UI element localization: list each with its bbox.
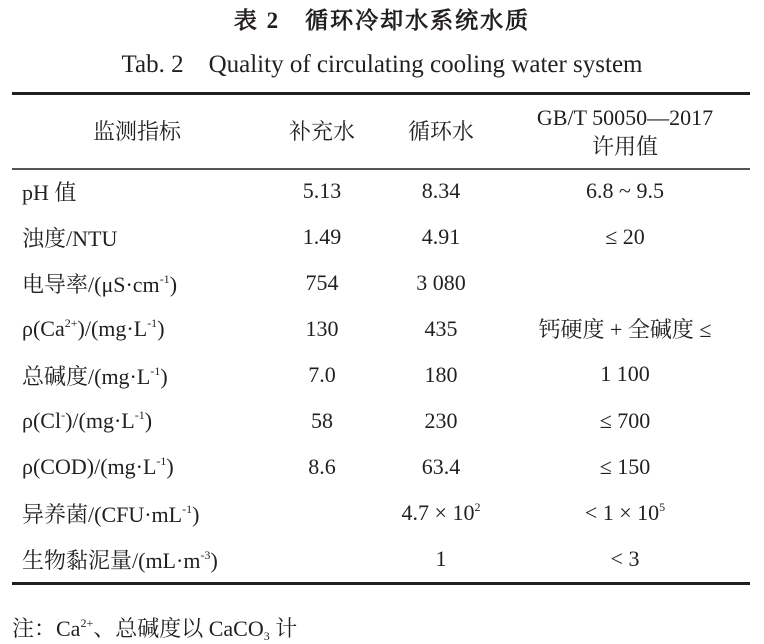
header-indicator: 监测指标: [92, 119, 181, 144]
superscript: 5: [659, 500, 666, 514]
text-segment: ρ(Ca: [22, 316, 65, 341]
header-allowed: 许用值: [591, 133, 658, 159]
text-segment: )/(mg·L: [77, 316, 148, 341]
text-segment: 63.4: [421, 454, 461, 479]
table-title: 表 2 循环冷却水系统水质: [233, 8, 531, 33]
text-segment: ): [144, 408, 153, 433]
text-segment: ): [169, 271, 178, 297]
table-row: [12, 168, 750, 214]
text-segment: 7.0: [308, 362, 336, 387]
superscript: -1: [134, 408, 145, 422]
indicator-cell: [12, 260, 262, 306]
indicator-cell: [12, 490, 262, 536]
text-segment: ): [160, 363, 168, 389]
circulating-water-cell: [382, 168, 500, 214]
text-segment: 1.49: [302, 224, 342, 249]
text-segment: 、总碱度以 CaCO: [93, 616, 264, 641]
text-segment: 58: [311, 408, 333, 433]
text-segment: ): [157, 316, 165, 341]
text-segment: 180: [424, 362, 458, 387]
header-allowed-value: [500, 95, 750, 168]
makeup-water-cell: [262, 214, 382, 260]
circulating-water-cell: [382, 260, 500, 306]
makeup-water-cell: [262, 398, 382, 444]
header-row: [12, 95, 750, 168]
table-row: [12, 306, 750, 352]
text-segment: )/(mg·L: [65, 408, 135, 433]
allowed-value-cell: [500, 536, 750, 582]
makeup-water-cell: [262, 444, 382, 490]
header-circulating-water: 循环水: [407, 119, 474, 144]
superscript: -1: [159, 271, 170, 286]
circulating-water-cell: [382, 398, 500, 444]
superscript: 2: [474, 500, 481, 514]
text-segment: 3 080: [416, 270, 466, 295]
water-quality-table: [12, 95, 750, 582]
circulating-water-cell: [382, 490, 500, 536]
text-segment: 计: [269, 616, 298, 641]
text-segment: ρ(COD)/(mg·L: [22, 454, 157, 479]
indicator-cell: [12, 536, 262, 582]
table-row: [12, 260, 750, 306]
allowed-value-cell: [500, 306, 750, 398]
makeup-water-cell: [262, 306, 382, 352]
circulating-water-cell: [382, 444, 500, 490]
table-row: [12, 444, 750, 490]
text-segment: ≤ 150: [599, 454, 651, 479]
indicator-cell: [12, 398, 262, 444]
text-segment: 4.91: [421, 224, 461, 249]
header-makeup-water: 补充水: [288, 119, 355, 144]
text-segment: ): [192, 501, 200, 527]
text-segment: 异养菌/(CFU·mL: [22, 501, 183, 527]
text-segment: 8.6: [308, 454, 336, 479]
allowed-value-cell: [500, 168, 750, 214]
circulating-water-cell: [382, 536, 500, 582]
superscript: -: [61, 408, 66, 422]
table-note: [12, 612, 297, 643]
text-segment: 1 100: [600, 361, 650, 386]
superscript: 2+: [80, 616, 94, 630]
superscript: -1: [182, 501, 193, 516]
superscript: 2+: [64, 316, 78, 330]
text-segment: 230: [424, 408, 458, 433]
allowed-value-cell: [500, 490, 750, 536]
allowed-value-cell: [500, 398, 750, 444]
text-segment: 生物黏泥量/(mL·m: [22, 547, 201, 573]
makeup-water-cell: [262, 536, 382, 582]
text-segment: 1: [435, 546, 447, 571]
circulating-water-cell: [382, 214, 500, 260]
superscript: -1: [156, 454, 167, 468]
text-segment: ρ(Cl: [22, 408, 62, 433]
indicator-cell: [12, 444, 262, 490]
text-segment: ≤ 700: [599, 408, 651, 433]
allowed-value-cell: [500, 214, 750, 260]
text-segment: 130: [305, 316, 339, 341]
text-segment: ): [166, 454, 174, 479]
makeup-water-cell: [262, 490, 382, 536]
header-standard: GB/T 50050—2017: [536, 104, 714, 130]
text-segment: 754: [305, 270, 339, 295]
table-row: [12, 398, 750, 444]
text-segment: 4.7 × 10: [401, 500, 475, 525]
text-segment: 浊度/NTU: [22, 225, 118, 251]
text-segment: pH 值: [22, 179, 77, 205]
table-row: [12, 536, 750, 582]
makeup-water-cell: [262, 352, 382, 398]
text-segment: 5.13: [302, 178, 342, 203]
text-segment: 435: [424, 316, 458, 341]
indicator-cell: [12, 306, 262, 352]
allowed-value-cell: [500, 444, 750, 490]
table-row: [12, 490, 750, 536]
text-segment: 8.34: [421, 178, 461, 203]
text-segment: 钙硬度 + 全碱度 ≤: [538, 317, 712, 342]
allowed-value-cell: [500, 260, 750, 306]
subscript: 3: [263, 629, 270, 643]
text-segment: 6.8 ~ 9.5: [586, 178, 664, 203]
superscript: -1: [150, 363, 161, 378]
circulating-water-cell: [382, 352, 500, 398]
superscript: -3: [200, 547, 211, 562]
makeup-water-cell: [262, 168, 382, 214]
text-segment: < 1 × 10: [584, 500, 660, 525]
bottom-rule: [12, 582, 750, 585]
table-subtitle: Tab. 2 Quality of circulating cooling water system: [121, 51, 643, 78]
text-segment: ≤ 20: [605, 224, 645, 249]
indicator-cell: [12, 168, 262, 214]
makeup-water-cell: [262, 260, 382, 306]
text-segment: < 3: [610, 546, 640, 571]
superscript: -1: [147, 316, 158, 330]
text-segment: 电导率/(μS·cm: [22, 271, 160, 297]
indicator-cell: [12, 352, 262, 398]
table-row: [12, 214, 750, 260]
text-segment: 注：Ca: [12, 616, 81, 641]
text-segment: ): [210, 547, 218, 573]
circulating-water-cell: [382, 306, 500, 352]
indicator-cell: [12, 214, 262, 260]
text-segment: 总碱度/(mg·L: [22, 363, 151, 389]
